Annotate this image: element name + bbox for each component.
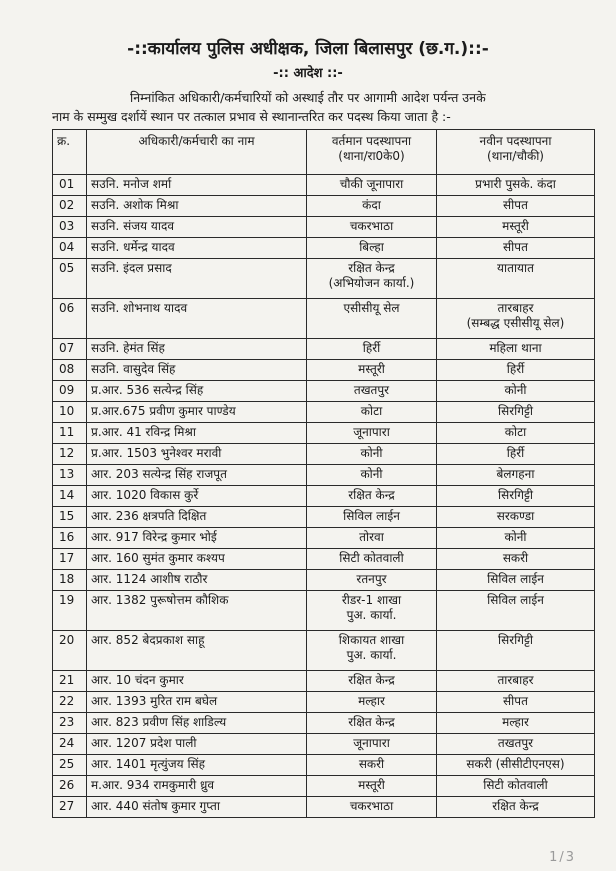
cell-serial xyxy=(53,339,87,360)
cell-new-posting xyxy=(437,692,595,713)
cell-new-posting-text: महिला थाना xyxy=(489,341,542,355)
cell-serial-text: 09 xyxy=(59,383,75,397)
cell-name-text: आर. 160 सुमंत कुमार कश्यप xyxy=(91,551,225,565)
header-serial: क्र. xyxy=(53,130,87,175)
cell-name-text: आर. 440 संतोष कुमार गुप्ता xyxy=(91,799,220,813)
cell-name-text: प्र.आर. 536 सत्येन्द्र सिंह xyxy=(91,383,204,397)
cell-current-posting-text: कोनी xyxy=(360,467,383,481)
table-row xyxy=(53,196,595,217)
table-row xyxy=(53,339,595,360)
cell-name xyxy=(87,217,307,238)
cell-serial-text: 26 xyxy=(59,778,75,792)
cell-serial-text: 06 xyxy=(59,301,75,315)
cell-serial xyxy=(53,381,87,402)
cell-current-posting-text: एसीसीयू सेल xyxy=(343,301,400,315)
cell-serial xyxy=(53,507,87,528)
cell-name xyxy=(87,465,307,486)
cell-new-posting xyxy=(437,570,595,591)
header-name: अधिकारी/कर्मचारी का नाम xyxy=(87,130,307,175)
cell-serial-text: 27 xyxy=(59,799,75,813)
cell-new-posting xyxy=(437,217,595,238)
cell-new-posting xyxy=(437,465,595,486)
cell-name xyxy=(87,299,307,339)
cell-name-text: आर. 1401 मृत्युंजय सिंह xyxy=(91,757,206,771)
cell-serial xyxy=(53,776,87,797)
cell-name-text: प्र.आर. 41 रविन्द्र मिश्रा xyxy=(91,425,196,439)
intro-line-1: निम्नांकित अधिकारी/कर्मचारियों को अस्थाई तौर पर आगामी आदेश पर्यन्त उनके xyxy=(130,90,486,105)
cell-name-text: आर. 203 सत्येन्द्र सिंह राजपूत xyxy=(91,467,227,481)
cell-serial-text: 21 xyxy=(59,673,75,687)
cell-current-posting xyxy=(307,507,437,528)
table-row xyxy=(53,797,595,818)
cell-name-text: आर. 1020 विकास कुर्रे xyxy=(91,488,199,502)
cell-name xyxy=(87,402,307,423)
cell-name xyxy=(87,175,307,196)
cell-current-posting xyxy=(307,486,437,507)
cell-new-posting-text: सकरी xyxy=(502,551,529,565)
cell-name xyxy=(87,444,307,465)
cell-serial-text: 05 xyxy=(59,261,75,275)
cell-serial xyxy=(53,360,87,381)
cell-serial xyxy=(53,713,87,734)
cell-new-posting xyxy=(437,402,595,423)
cell-new-posting-text: सकरी (सीसीटीएनएस) xyxy=(466,757,565,771)
cell-new-posting xyxy=(437,549,595,570)
cell-current-posting xyxy=(307,360,437,381)
cell-current-posting-text: तखतपुर xyxy=(353,383,390,397)
cell-current-posting-text: बिल्हा xyxy=(359,240,384,254)
cell-name-text: सउनि. शोभनाथ यादव xyxy=(91,301,188,315)
cell-serial xyxy=(53,528,87,549)
cell-serial-text: 25 xyxy=(59,757,75,771)
cell-new-posting-text: मस्तूरी xyxy=(502,219,529,233)
cell-current-posting-text: (अभियोजन कार्या.) xyxy=(328,276,415,290)
header-new-posting xyxy=(437,130,595,175)
cell-name xyxy=(87,671,307,692)
cell-current-posting xyxy=(307,259,437,299)
cell-serial xyxy=(53,549,87,570)
cell-serial-text: 15 xyxy=(59,509,75,523)
cell-current-posting-text: मस्तूरी xyxy=(358,362,385,376)
cell-current-posting xyxy=(307,692,437,713)
cell-new-posting-text: हिर्री xyxy=(506,446,525,460)
cell-name-text: आर. 1393 मुरित राम बघेल xyxy=(91,694,218,708)
cell-name xyxy=(87,238,307,259)
cell-current-posting xyxy=(307,196,437,217)
cell-name-text: सउनि. अशोक मिश्रा xyxy=(91,198,179,212)
table-row xyxy=(53,259,595,299)
cell-new-posting xyxy=(437,631,595,671)
cell-new-posting xyxy=(437,486,595,507)
cell-current-posting-text: जूनापारा xyxy=(353,425,390,439)
table-row xyxy=(53,299,595,339)
cell-serial xyxy=(53,423,87,444)
cell-serial xyxy=(53,692,87,713)
cell-name xyxy=(87,507,307,528)
cell-name-text: आर. 852 बेदप्रकाश साहू xyxy=(91,633,205,647)
cell-serial xyxy=(53,444,87,465)
cell-name xyxy=(87,570,307,591)
cell-serial-text: 13 xyxy=(59,467,75,481)
cell-name-text: आर. 10 चंदन कुमार xyxy=(91,673,184,687)
cell-name xyxy=(87,423,307,444)
cell-new-posting-text: प्रभारी पुसके. कंदा xyxy=(475,177,556,191)
page-indicator: 1/3 xyxy=(549,850,576,865)
cell-serial xyxy=(53,797,87,818)
cell-new-posting-text: सीपत xyxy=(503,694,528,708)
cell-new-posting-text: हिर्री xyxy=(506,362,525,376)
table-row xyxy=(53,776,595,797)
cell-current-posting-text: रक्षित केन्द्र xyxy=(348,673,395,687)
cell-current-posting-text: रक्षित केन्द्र xyxy=(348,488,395,502)
cell-new-posting-text: तारबाहर xyxy=(497,301,534,315)
cell-serial-text: 01 xyxy=(59,177,75,191)
cell-current-posting xyxy=(307,238,437,259)
cell-new-posting xyxy=(437,444,595,465)
cell-current-posting xyxy=(307,549,437,570)
cell-new-posting-text: मल्हार xyxy=(502,715,529,729)
cell-serial xyxy=(53,591,87,631)
table-header-row xyxy=(53,130,595,175)
cell-new-posting xyxy=(437,755,595,776)
cell-name-text: प्र.आर.675 प्रवीण कुमार पाण्डेय xyxy=(91,404,236,418)
table-row xyxy=(53,713,595,734)
cell-current-posting-text: कंदा xyxy=(362,198,381,212)
cell-name xyxy=(87,196,307,217)
cell-serial xyxy=(53,175,87,196)
cell-new-posting xyxy=(437,339,595,360)
table-row xyxy=(53,528,595,549)
cell-current-posting-text: शिकायत शाखा xyxy=(338,633,405,647)
cell-name xyxy=(87,486,307,507)
cell-new-posting xyxy=(437,175,595,196)
cell-new-posting xyxy=(437,259,595,299)
cell-serial xyxy=(53,755,87,776)
cell-current-posting-text: रीडर-1 शाखा xyxy=(341,593,402,607)
cell-current-posting-text: सिविल लाईन xyxy=(343,509,400,523)
cell-name xyxy=(87,797,307,818)
cell-serial xyxy=(53,631,87,671)
cell-current-posting xyxy=(307,591,437,631)
cell-current-posting-text: रतनपुर xyxy=(356,572,387,586)
cell-new-posting-text: यातायात xyxy=(497,261,534,275)
order-title: -:: आदेश ::- xyxy=(273,66,343,81)
cell-current-posting xyxy=(307,776,437,797)
header-new-line-2: (थाना/चौकी) xyxy=(486,149,544,163)
cell-name xyxy=(87,381,307,402)
cell-serial-text: 17 xyxy=(59,551,75,565)
cell-serial xyxy=(53,465,87,486)
cell-current-posting xyxy=(307,339,437,360)
cell-new-posting xyxy=(437,713,595,734)
cell-new-posting-text: सिविल लाईन xyxy=(487,572,544,586)
cell-current-posting xyxy=(307,217,437,238)
table-row xyxy=(53,486,595,507)
table-row xyxy=(53,360,595,381)
cell-serial xyxy=(53,402,87,423)
cell-current-posting-text: पुअ. कार्या. xyxy=(346,648,397,662)
cell-name xyxy=(87,755,307,776)
cell-current-posting-text: हिर्री xyxy=(362,341,381,355)
cell-serial-text: 18 xyxy=(59,572,75,586)
cell-new-posting xyxy=(437,360,595,381)
cell-name-text: सउनि. मनोज शर्मा xyxy=(91,177,172,191)
cell-name xyxy=(87,776,307,797)
cell-current-posting-text: चौकी जूनापारा xyxy=(339,177,404,191)
cell-current-posting xyxy=(307,465,437,486)
cell-new-posting xyxy=(437,591,595,631)
cell-name xyxy=(87,713,307,734)
table-row xyxy=(53,591,595,631)
cell-new-posting xyxy=(437,238,595,259)
cell-name-text: आर. 823 प्रवीण सिंह शाडिल्य xyxy=(91,715,227,729)
cell-serial xyxy=(53,299,87,339)
table-row xyxy=(53,217,595,238)
cell-name xyxy=(87,259,307,299)
header-current-line-2: (थाना/रा0के0) xyxy=(338,149,405,163)
cell-current-posting xyxy=(307,631,437,671)
cell-serial-text: 11 xyxy=(59,425,75,439)
cell-current-posting xyxy=(307,423,437,444)
cell-name-text: प्र.आर. 1503 भुनेश्वर मरावी xyxy=(91,446,222,460)
cell-serial-text: 03 xyxy=(59,219,75,233)
cell-new-posting-text: तखतपुर xyxy=(497,736,534,750)
table-row xyxy=(53,175,595,196)
header-current-line-1: वर्तमान पदस्थापना xyxy=(331,134,412,148)
cell-serial-text: 14 xyxy=(59,488,75,502)
cell-current-posting xyxy=(307,713,437,734)
cell-current-posting-text: जूनापारा xyxy=(353,736,390,750)
cell-name xyxy=(87,692,307,713)
cell-name-text: सउनि. इंदल प्रसाद xyxy=(91,261,172,275)
cell-current-posting xyxy=(307,797,437,818)
cell-new-posting-text: सरकण्डा xyxy=(496,509,535,523)
table-row xyxy=(53,631,595,671)
cell-name-text: आर. 917 विरेन्द्र कुमार भोई xyxy=(91,530,217,544)
cell-serial-text: 02 xyxy=(59,198,75,212)
table-row xyxy=(53,381,595,402)
header-new-line-1: नवीन पदस्थापना xyxy=(479,134,552,148)
cell-new-posting-text: तारबाहर xyxy=(497,673,534,687)
intro-paragraph xyxy=(52,88,592,126)
cell-current-posting-text: पुअ. कार्या. xyxy=(346,608,397,622)
cell-current-posting-text: कोनी xyxy=(360,446,383,460)
cell-current-posting xyxy=(307,175,437,196)
cell-name xyxy=(87,339,307,360)
cell-new-posting xyxy=(437,797,595,818)
cell-name-text: आर. 236 क्षत्रपति दिक्षित xyxy=(91,509,207,523)
cell-name-text: सउनि. धर्मेन्द्र यादव xyxy=(91,240,175,254)
table-row xyxy=(53,570,595,591)
cell-name xyxy=(87,591,307,631)
cell-new-posting xyxy=(437,671,595,692)
table-row xyxy=(53,423,595,444)
cell-serial-text: 22 xyxy=(59,694,75,708)
table-row xyxy=(53,402,595,423)
cell-new-posting-text: सिरगिट्टी xyxy=(498,488,533,502)
cell-current-posting-text: तोरवा xyxy=(359,530,384,544)
cell-new-posting xyxy=(437,528,595,549)
cell-current-posting xyxy=(307,734,437,755)
cell-new-posting-text: (सम्बद्ध एसीसीयू सेल) xyxy=(466,316,565,330)
cell-current-posting-text: मस्तूरी xyxy=(358,778,385,792)
cell-name xyxy=(87,528,307,549)
cell-serial-text: 04 xyxy=(59,240,75,254)
cell-name-text: आर. 1207 प्रदेश पाली xyxy=(91,736,197,750)
cell-name-text: आर. 1124 आशीष राठौर xyxy=(91,572,208,586)
cell-current-posting xyxy=(307,402,437,423)
cell-new-posting-text: सीपत xyxy=(503,240,528,254)
table-row xyxy=(53,692,595,713)
cell-new-posting xyxy=(437,734,595,755)
cell-current-posting-text: चकरभाठा xyxy=(349,219,394,233)
cell-current-posting-text: रक्षित केन्द्र xyxy=(348,261,395,275)
table-row xyxy=(53,465,595,486)
cell-name-text: सउनि. संजय यादव xyxy=(91,219,174,233)
cell-serial-text: 23 xyxy=(59,715,75,729)
cell-current-posting xyxy=(307,299,437,339)
cell-current-posting xyxy=(307,528,437,549)
cell-new-posting-text: रक्षित केन्द्र xyxy=(492,799,539,813)
table-row xyxy=(53,238,595,259)
cell-serial-text: 19 xyxy=(59,593,75,607)
cell-new-posting-text: कोनी xyxy=(504,383,527,397)
cell-name-text: म.आर. 934 रामकुमारी ध्रुव xyxy=(91,778,215,792)
cell-serial xyxy=(53,217,87,238)
cell-new-posting xyxy=(437,776,595,797)
cell-current-posting-text: चकरभाठा xyxy=(349,799,394,813)
cell-new-posting xyxy=(437,299,595,339)
header-current-posting xyxy=(307,130,437,175)
cell-name xyxy=(87,631,307,671)
cell-serial xyxy=(53,570,87,591)
cell-current-posting xyxy=(307,671,437,692)
cell-current-posting xyxy=(307,444,437,465)
intro-line-2: नाम के सम्मुख दर्शायें स्थान पर तत्काल प्रभाव से स्थानान्तरित कर पदस्थ किया जाता है :- xyxy=(52,109,451,124)
cell-serial xyxy=(53,486,87,507)
cell-new-posting xyxy=(437,381,595,402)
cell-name-text: सउनि. हेमंत सिंह xyxy=(91,341,165,355)
cell-name xyxy=(87,360,307,381)
cell-new-posting-text: सिरगिट्टी xyxy=(498,404,533,418)
cell-serial-text: 07 xyxy=(59,341,75,355)
cell-current-posting xyxy=(307,381,437,402)
cell-serial-text: 12 xyxy=(59,446,75,460)
cell-name-text: आर. 1382 पुरूषोत्तम कौशिक xyxy=(91,593,229,607)
cell-serial-text: 08 xyxy=(59,362,75,376)
table-row xyxy=(53,755,595,776)
cell-serial-text: 16 xyxy=(59,530,75,544)
cell-new-posting xyxy=(437,507,595,528)
cell-name xyxy=(87,549,307,570)
cell-serial xyxy=(53,238,87,259)
table-row xyxy=(53,549,595,570)
cell-new-posting-text: सिविल लाईन xyxy=(487,593,544,607)
cell-serial xyxy=(53,671,87,692)
table-row xyxy=(53,507,595,528)
cell-current-posting-text: सिटी कोतवाली xyxy=(339,551,404,565)
transfer-table xyxy=(52,129,595,818)
cell-new-posting-text: सीपत xyxy=(503,198,528,212)
cell-serial-text: 10 xyxy=(59,404,75,418)
cell-new-posting-text: कोटा xyxy=(504,425,527,439)
cell-current-posting-text: मल्हार xyxy=(358,694,385,708)
cell-name xyxy=(87,734,307,755)
cell-current-posting xyxy=(307,755,437,776)
table-row xyxy=(53,734,595,755)
table-row xyxy=(53,444,595,465)
cell-serial xyxy=(53,259,87,299)
cell-serial xyxy=(53,196,87,217)
cell-name-text: सउनि. वासुदेव सिंह xyxy=(91,362,176,376)
table-row xyxy=(53,671,595,692)
cell-serial-text: 20 xyxy=(59,633,75,647)
cell-serial xyxy=(53,734,87,755)
cell-current-posting-text: रक्षित केन्द्र xyxy=(348,715,395,729)
cell-current-posting-text: कोटा xyxy=(360,404,383,418)
cell-current-posting-text: सकरी xyxy=(358,757,385,771)
cell-new-posting-text: कोनी xyxy=(504,530,527,544)
cell-current-posting xyxy=(307,570,437,591)
cell-new-posting-text: सिटी कोतवाली xyxy=(483,778,548,792)
cell-new-posting xyxy=(437,423,595,444)
cell-new-posting-text: बेलगहना xyxy=(496,467,535,481)
cell-new-posting-text: सिरगिट्टी xyxy=(498,633,533,647)
cell-serial-text: 24 xyxy=(59,736,75,750)
office-title: -::कार्यालय पुलिस अधीक्षक, जिला बिलासपुर (छ.ग.)::- xyxy=(127,39,489,59)
cell-new-posting xyxy=(437,196,595,217)
